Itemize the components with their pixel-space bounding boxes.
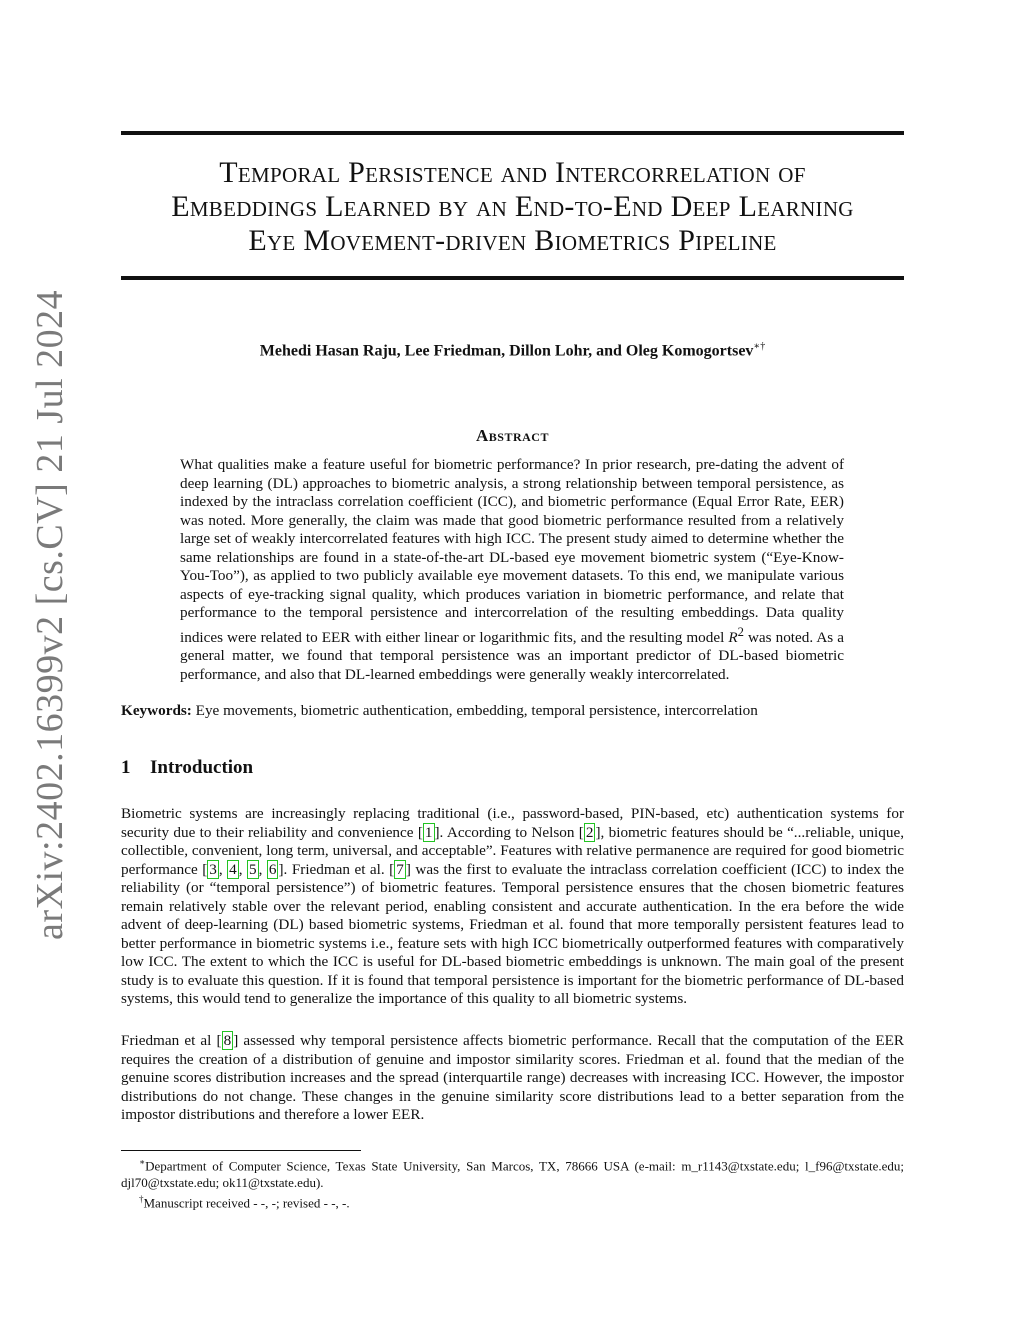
title-line: Embeddings Learned by an End-to-End Deep Learning	[171, 190, 854, 223]
footnote-affiliation	[121, 1154, 904, 1191]
math-superscript: 2	[737, 624, 744, 639]
citation-link[interactable]: 2	[585, 823, 594, 841]
citation-link[interactable]: 5	[249, 860, 257, 878]
text-run: ] was the first to evaluate the intraclass correlation coefficient (ICC) to index the reliability (or “temporal persistence”) of biometric features. Temporal persistence ensures that the chosen biometric features remain relatively stable over the relevant period, enabling consistent and accurate authentication. In the era before the wide advent of deep-learning (DL) based biometric systems, Friedman et al. found that more temporally persistent features lead to better performance in biometric systems i.e., feature sets with high ICC biometrically outperformed features with comparatively low ICC. The extent to which the ICC is useful for DL-based biometric embeddings is unknown. The main goal of the present study is to evaluate this question. If it is found that temporal persistence is important for the biometric performance of DL-based systems, this would tend to generalize the importance of this quality to all biometric systems.	[121, 860, 905, 1007]
text-run: ]. According to Nelson [	[434, 823, 584, 841]
title-top-rule	[121, 131, 904, 135]
abstract-body	[180, 456, 844, 684]
citation-link[interactable]: 6	[268, 860, 277, 878]
abstract-text: What qualities make a feature useful for biometric performance? In prior research, pre-dating the advent of deep learning (DL) approaches to biometric analysis, a strong relationship between temporal persistence, as indexed by the intraclass correlation coefficient (ICC), and biometric performance (Equal Error Rate, EER) was noted. More generally, the claim was made that good biometric performance resulted from a relatively large set of weakly intercorrelated features with high ICC. The present study aimed to determine whether the same relationships are found in a state-of-the-art DL-based eye movement biometric system (“Eye-Know-You-Too”), as applied to two publicly available eye movement datasets. To this end, we manipulate various aspects of eye-tracking signal quality, which produces variation in biometric performance, and relate that performance to the temporal persistence and intercorrelation of the resulting embeddings. Data quality indices were related to EER with either linear or logarithmic fits, and the resulting model	[180, 456, 844, 646]
keywords-text: Eye movements, biometric authentication, embedding, temporal persistence, intercorrelation	[191, 702, 758, 719]
text-run: Biometric systems are increasingly replacing traditional (i.e., password-based, PIN-based, etc) authentication systems for security due to their reliability and convenience [	[121, 805, 904, 841]
text-run: ], biometric features should be “...reliable, unique, collectible, convenient, long term, universal, and acceptable”. Features with relative permanence are required for good biometric performance [	[121, 823, 904, 878]
paper-title	[121, 156, 904, 258]
keywords	[121, 702, 904, 721]
abstract-heading: Abstract	[476, 426, 549, 445]
keywords-label: Keywords:	[121, 702, 192, 719]
citation-link[interactable]: 7	[396, 860, 404, 878]
footnote-rule	[121, 1150, 361, 1151]
abstract-text-end: was noted. As a general matter, we found that temporal persistence was an important predictor of DL-based biometric performance, and also that DL-learned embeddings were generally weakly intercorrelated.	[180, 628, 844, 683]
title-line: Eye Movement-driven Biometrics Pipeline	[248, 224, 777, 257]
text-run: ]. Friedman et al. [	[278, 860, 395, 878]
title-bottom-rule	[121, 276, 904, 280]
section-title: Introduction	[150, 757, 254, 778]
math-r: R	[728, 628, 738, 646]
citation-link[interactable]: 8	[223, 1032, 232, 1049]
text-run: ,	[258, 860, 267, 878]
footnote-text: Manuscript received - -, -; revised - -, -.	[143, 1195, 350, 1211]
author-list	[121, 341, 904, 360]
author-names: Mehedi Hasan Raju, Lee Friedman, Dillon Lohr, and Oleg Komogortsev	[259, 342, 754, 360]
footnote-manuscript	[121, 1191, 904, 1212]
citation-link[interactable]: 1	[424, 823, 433, 841]
citation-link[interactable]: 4	[229, 860, 237, 878]
text-run: ,	[238, 860, 248, 878]
text-run: ] assessed why temporal persistence affects biometric performance. Recall that the computation of the EER requires the creation of a distribution of genuine and impostor similarity scores. Friedman et al. found that the median of the genuine scores distribution increases and the spread (interquartile range) decreases with increasing ICC. However, the impostor distributions do not change. These changes in the genuine similarity score distributions lead to a better separation from the impostor distributions and therefore a lower EER.	[121, 1032, 904, 1123]
title-line: Temporal Persistence and Intercorrelation of	[219, 156, 806, 189]
text-run: Friedman et al [	[121, 1032, 222, 1049]
footnotes	[121, 1154, 904, 1212]
footnote-mark: †	[139, 1194, 144, 1205]
footnote-text: Department of Computer Science, Texas State University, San Marcos, TX, 78666 USA (e-mail: m_r1143@txstate.edu; l_f96@txstate.edu; djl70@txstate.edu; ok11@txstate.edu).	[121, 1158, 904, 1190]
citation-link[interactable]: 3	[209, 860, 217, 878]
footnote-mark: ∗	[139, 1157, 146, 1167]
arxiv-identifier: arXiv:2402.16399v2 [cs.CV] 21 Jul 2024	[29, 289, 71, 940]
text-run: ,	[218, 860, 228, 878]
section-heading	[121, 757, 253, 779]
intro-paragraph-1	[121, 805, 904, 1009]
intro-paragraph-2	[121, 1032, 904, 1125]
section-number: 1	[121, 757, 131, 778]
author-footnote-marks: ∗†	[753, 341, 766, 352]
